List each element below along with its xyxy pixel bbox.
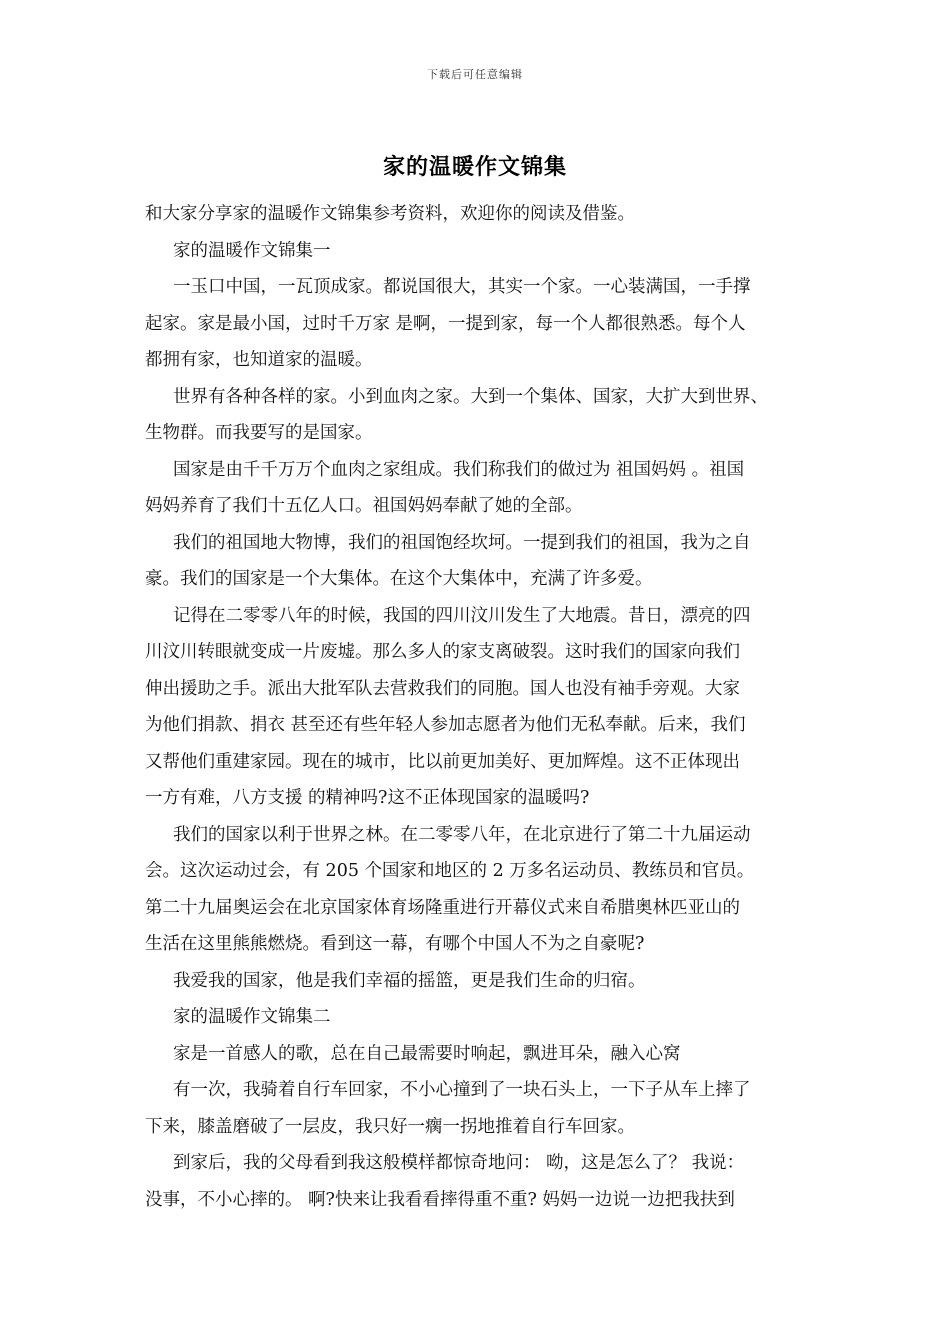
text-line: 家是一首感人的歌，总在自己最需要时响起，飘进耳朵，融入心窝 bbox=[173, 1043, 681, 1064]
download-note: 下载后可任意编辑 bbox=[427, 68, 523, 81]
text-line: 一方有难，八方支援 的精神吗?这不正体现国家的温暖吗? bbox=[145, 788, 590, 808]
text-line: 国家是由千千万万个血肉之家组成。我们称我们的做过为 祖国妈妈 。祖国 bbox=[173, 459, 745, 480]
text-line: 为他们捐款、捐衣 甚至还有些年轻人参加志愿者为他们无私奉献。后来，我们 bbox=[145, 715, 746, 735]
text-line: 我们的祖国地大物博，我们的祖国饱经坎坷。一提到我们的祖国，我为之自 bbox=[173, 532, 751, 553]
text-line: 我爱我的国家，他是我们幸福的摇篮，更是我们生命的归宿。 bbox=[173, 970, 646, 991]
text-line: 起家。家是最小国，过时千万家 是啊，一提到家，每一个人都很熟悉。每个人 bbox=[145, 313, 746, 334]
text-line: 都拥有家，也知道家的温暖。 bbox=[145, 350, 373, 370]
text-line: 没事，不小心摔的。 啊?快来让我看看摔得重不重? 妈妈一边说一边把我扶到 bbox=[145, 1189, 735, 1210]
text-line: 家的温暖作文锦集二 bbox=[173, 1007, 331, 1027]
text-line: 会。这次运动过会，有 205 个国家和地区的 2 万多名运动员、教练员和官员。 bbox=[145, 861, 755, 881]
text-line: 下来，膝盖磨破了一层皮，我只好一瘸一拐地推着自行车回家。 bbox=[145, 1116, 635, 1137]
text-line: 川汶川转眼就变成一片废墟。那么多人的家支离破裂。这时我们的国家向我们 bbox=[145, 642, 740, 662]
text-line: 家的温暖作文锦集一 bbox=[173, 240, 331, 261]
text-line: 一玉口中国，一瓦顶成家。都说国很大，其实一个家。一心装满国，一手撑 bbox=[173, 277, 751, 297]
text-line: 又帮他们重建家园。现在的城市，比以前更加美好、更加辉煌。这不正体现出 bbox=[145, 751, 740, 772]
text-line: 第二十九届奥运会在北京国家体育场隆重进行开幕仪式来自希腊奥林匹亚山的 bbox=[145, 897, 740, 918]
text-line: 妈妈养育了我们十五亿人口。祖国妈妈奉献了她的全部。 bbox=[145, 496, 583, 516]
text-line: 生物群。而我要写的是国家。 bbox=[145, 423, 373, 443]
page-title: 家的温暖作文锦集 bbox=[382, 154, 567, 180]
text-line: 到家后，我的父母看到我这般模样都惊奇地问： 呦，这是怎么了？ 我说： bbox=[173, 1153, 745, 1173]
text-line: 伸出援助之手。派出大批军队去营救我们的同胞。国人也没有袖手旁观。大家 bbox=[145, 678, 740, 699]
text-line: 生活在这里熊熊燃烧。看到这一幕，有哪个中国人不为之自豪呢? bbox=[145, 934, 645, 954]
text-line: 豪。我们的国家是一个大集体。在这个大集体中，充满了许多爱。 bbox=[145, 569, 653, 589]
document-body bbox=[145, 196, 825, 1218]
text-line: 有一次，我骑着自行车回家，不小心撞到了一块石头上，一下子从车上摔了 bbox=[173, 1080, 751, 1100]
text-line: 记得在二零零八年的时候，我国的四川汶川发生了大地震。昔日，漂亮的四 bbox=[173, 605, 751, 626]
text-line: 和大家分享家的温暖作文锦集参考资料，欢迎你的阅读及借鉴。 bbox=[145, 204, 635, 224]
text-line: 我们的国家以利于世界之林。在二零零八年，在北京进行了第二十九届运动 bbox=[173, 824, 751, 845]
text-line: 世界有各种各样的家。小到血肉之家。大到一个集体、国家，大扩大到世界、 bbox=[173, 386, 768, 407]
